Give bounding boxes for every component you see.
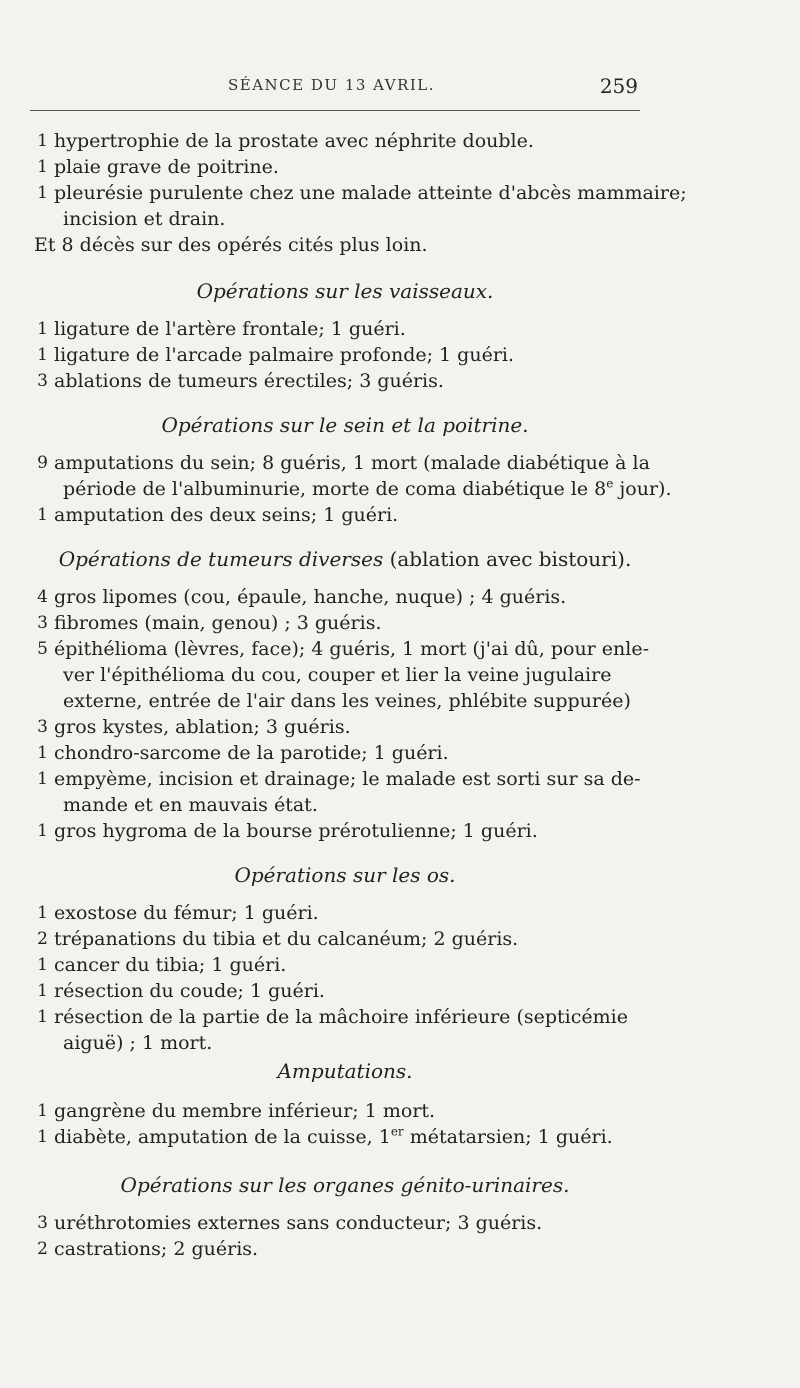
item-text: métatarsien; 1 guéri. bbox=[403, 1126, 613, 1148]
item-text: chondro-sarcome de la parotide; 1 guéri. bbox=[54, 742, 449, 764]
list-item bbox=[37, 368, 654, 394]
item-text: jour). bbox=[613, 478, 672, 500]
item-text: amputations du sein; 8 guéris, 1 mort (malade diabétique à la bbox=[54, 452, 650, 474]
superscript: e bbox=[606, 476, 614, 491]
section-heading: Opérations sur le sein et la poitrine. bbox=[161, 413, 529, 437]
list-item bbox=[37, 740, 654, 766]
item-count: 2 bbox=[37, 1239, 48, 1259]
heading-roman: (ablation avec bistouri). bbox=[383, 547, 632, 571]
item-text: pleurésie purulente chez une malade atteinte d'abcès mammaire; bbox=[54, 182, 687, 204]
list-item bbox=[37, 714, 654, 740]
list-item bbox=[37, 1236, 654, 1262]
item-text: gangrène du membre inférieur; 1 mort. bbox=[54, 1100, 436, 1122]
list-item-continuation bbox=[63, 1030, 663, 1056]
list-item bbox=[37, 1210, 654, 1236]
item-count: 1 bbox=[37, 769, 48, 789]
item-count: 1 bbox=[37, 743, 48, 763]
item-text: plaie grave de poitrine. bbox=[54, 156, 279, 178]
item-count: 4 bbox=[37, 587, 48, 607]
heading-italic: Opérations de tumeurs diverses bbox=[58, 547, 384, 571]
item-text: hypertrophie de la prostate avec néphrite double. bbox=[54, 130, 534, 152]
item-text: Et 8 décès sur des opérés cités plus loin. bbox=[34, 234, 428, 256]
item-text: résection de la partie de la mâchoire inférieure (septicémie bbox=[54, 1006, 628, 1028]
item-count: 1 bbox=[37, 955, 48, 975]
list-item bbox=[37, 180, 687, 206]
item-text: exostose du fémur; 1 guéri. bbox=[54, 902, 319, 924]
item-count: 3 bbox=[37, 613, 48, 633]
item-text: résection du coude; 1 guéri. bbox=[54, 980, 325, 1002]
section-heading: Amputations. bbox=[277, 1059, 413, 1083]
list-item bbox=[34, 232, 634, 258]
item-count: 1 bbox=[37, 183, 48, 203]
list-item bbox=[37, 128, 654, 154]
item-count: 1 bbox=[37, 1101, 48, 1121]
item-text: épithélioma (lèvres, face); 4 guéris, 1 mort (j'ai dû, pour enle- bbox=[54, 638, 650, 660]
list-item-continuation bbox=[63, 688, 663, 714]
list-item bbox=[37, 766, 654, 792]
page-number: 259 bbox=[599, 74, 638, 98]
item-text: fibromes (main, genou) ; 3 guéris. bbox=[54, 612, 382, 634]
item-text: mande et en mauvais état. bbox=[63, 794, 318, 816]
item-count: 2 bbox=[37, 929, 48, 949]
section-heading: Opérations sur les os. bbox=[234, 863, 456, 887]
item-count: 9 bbox=[37, 453, 48, 473]
list-item bbox=[37, 900, 654, 926]
list-item bbox=[37, 1004, 654, 1030]
item-count: 5 bbox=[37, 639, 48, 659]
item-count: 3 bbox=[37, 371, 48, 391]
item-text: castrations; 2 guéris. bbox=[54, 1238, 259, 1260]
header-rule bbox=[30, 110, 640, 111]
item-count: 1 bbox=[37, 821, 48, 841]
item-count: 1 bbox=[37, 505, 48, 525]
item-text: période de l'albuminurie, morte de coma diabétique le 8 bbox=[63, 478, 607, 500]
list-item-continuation bbox=[63, 662, 663, 688]
list-item-continuation bbox=[63, 206, 663, 232]
item-count: 3 bbox=[37, 717, 48, 737]
list-item bbox=[37, 1098, 654, 1124]
item-text: incision et drain. bbox=[63, 208, 226, 230]
list-item bbox=[37, 316, 654, 342]
list-item bbox=[37, 1124, 654, 1150]
list-item-continuation bbox=[63, 476, 672, 502]
item-text: ligature de l'artère frontale; 1 guéri. bbox=[54, 318, 406, 340]
list-item bbox=[37, 978, 654, 1004]
list-item bbox=[37, 610, 654, 636]
item-count: 1 bbox=[37, 1127, 48, 1147]
list-item bbox=[37, 818, 654, 844]
item-count: 1 bbox=[37, 903, 48, 923]
item-text: empyème, incision et drainage; le malade est sorti sur sa de- bbox=[54, 768, 641, 790]
item-count: 1 bbox=[37, 981, 48, 1001]
item-text: trépanations du tibia et du calcanéum; 2 guéris. bbox=[54, 928, 519, 950]
item-text: gros kystes, ablation; 3 guéris. bbox=[54, 716, 351, 738]
list-item bbox=[37, 636, 654, 662]
item-text: diabète, amputation de la cuisse, 1 bbox=[54, 1126, 391, 1148]
list-item bbox=[37, 450, 654, 476]
item-text: gros hygroma de la bourse prérotulienne; 1 guéri. bbox=[54, 820, 538, 842]
item-text: ablations de tumeurs érectiles; 3 guéris. bbox=[54, 370, 444, 392]
item-count: 1 bbox=[37, 131, 48, 151]
running-head: SÉANCE DU 13 AVRIL. bbox=[228, 76, 436, 94]
item-text: gros lipomes (cou, épaule, hanche, nuque) ; 4 guéris. bbox=[54, 586, 567, 608]
item-text: amputation des deux seins; 1 guéri. bbox=[54, 504, 399, 526]
item-text: uréthrotomies externes sans conducteur; 3 guéris. bbox=[54, 1212, 543, 1234]
item-text: aiguë) ; 1 mort. bbox=[63, 1032, 213, 1054]
item-count: 1 bbox=[37, 345, 48, 365]
list-item bbox=[37, 952, 654, 978]
item-text: ver l'épithélioma du cou, couper et lier la veine jugulaire bbox=[63, 664, 612, 686]
list-item bbox=[37, 926, 654, 952]
page-header bbox=[38, 72, 638, 102]
list-item bbox=[37, 584, 654, 610]
list-item bbox=[37, 502, 654, 528]
item-count: 1 bbox=[37, 157, 48, 177]
item-count: 1 bbox=[37, 1007, 48, 1027]
list-item-continuation bbox=[63, 792, 663, 818]
list-item bbox=[37, 154, 654, 180]
item-count: 1 bbox=[37, 319, 48, 339]
item-text: externe, entrée de l'air dans les veines, phlébite suppurée) bbox=[63, 690, 631, 712]
superscript: er bbox=[390, 1124, 404, 1139]
section-heading bbox=[0, 546, 690, 572]
item-text: cancer du tibia; 1 guéri. bbox=[54, 954, 287, 976]
section-heading: Opérations sur les vaisseaux. bbox=[196, 279, 494, 303]
list-item bbox=[37, 342, 654, 368]
section-heading: Opérations sur les organes génito-urinaires. bbox=[120, 1173, 570, 1197]
item-count: 3 bbox=[37, 1213, 48, 1233]
item-text: ligature de l'arcade palmaire profonde; 1 guéri. bbox=[54, 344, 515, 366]
